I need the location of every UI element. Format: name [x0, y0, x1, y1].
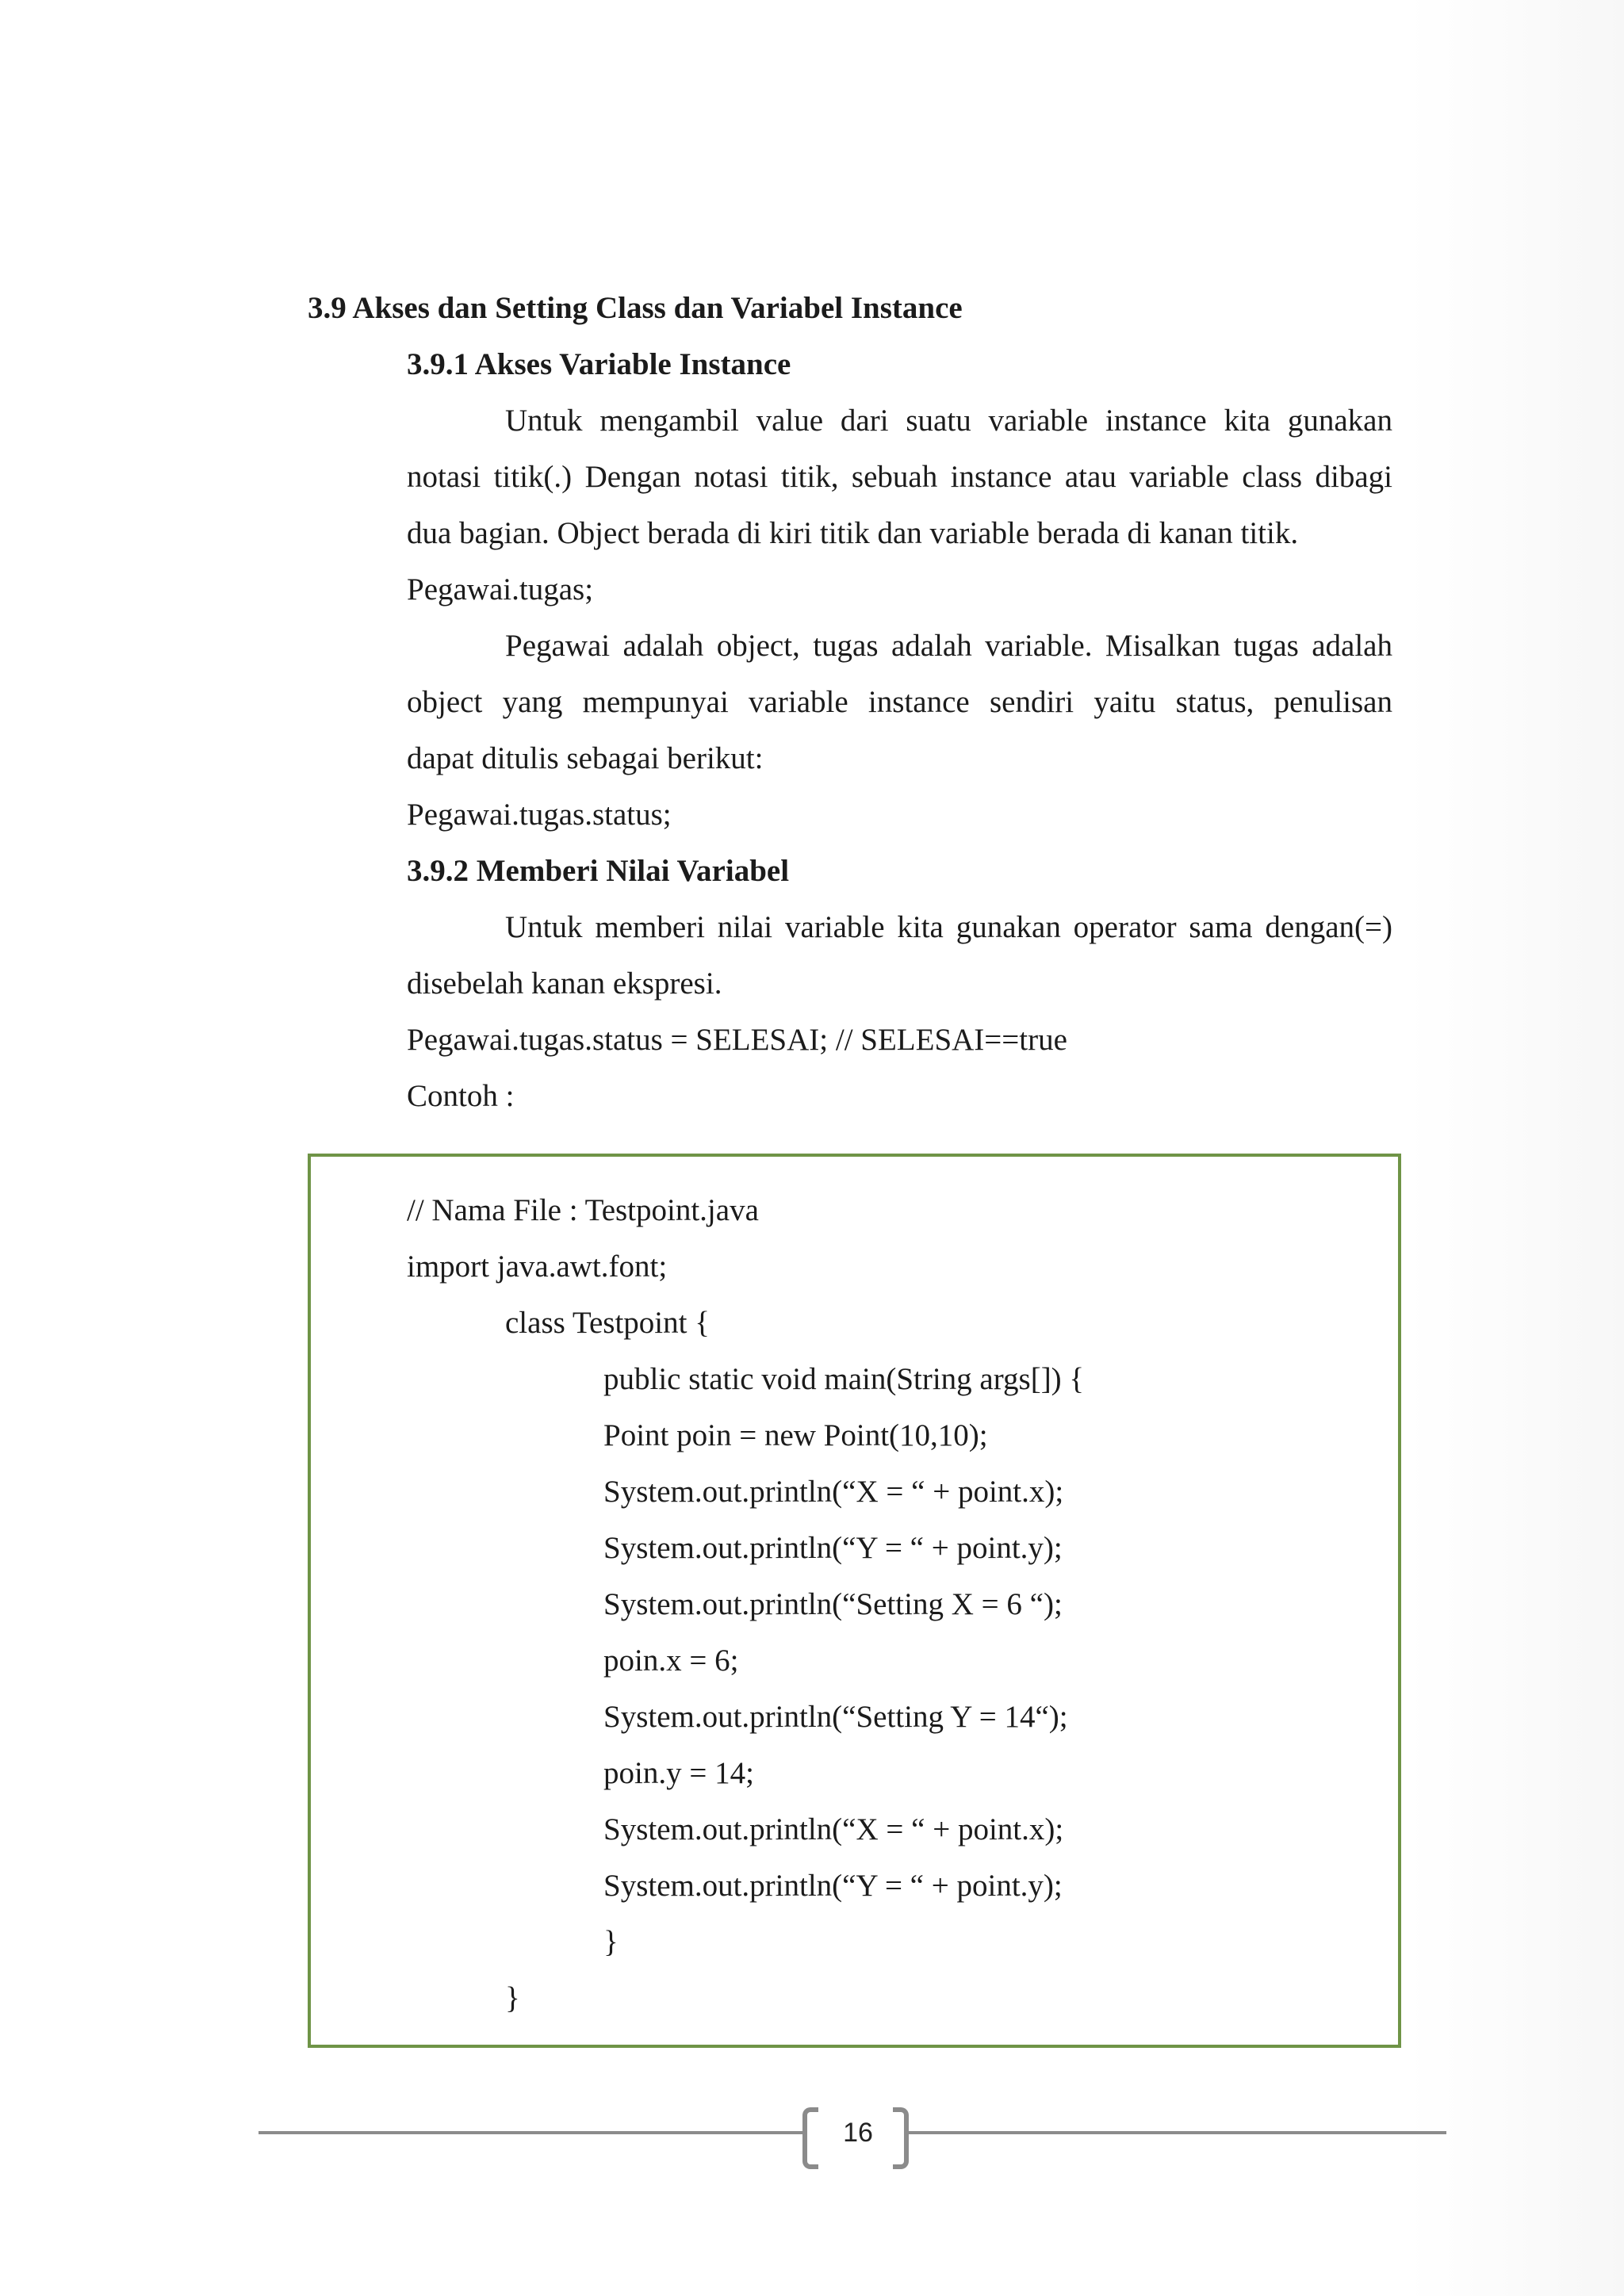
code-line: System.out.println(“X = “ + point.x);	[603, 1475, 1064, 1509]
code-line: System.out.println(“Setting X = 6 “);	[603, 1587, 1063, 1621]
code-line: poin.x = 6;	[603, 1644, 739, 1678]
code-line: System.out.println(“Setting Y = 14“);	[603, 1700, 1068, 1734]
code-line: System.out.println(“Y = “ + point.y);	[603, 1531, 1063, 1565]
section-heading: 3.9 Akses dan Setting Class dan Variabel Instance	[308, 291, 963, 325]
paragraph-line: Untuk memberi nilai variable kita gunakan operator sama dengan(=)	[505, 910, 1392, 944]
code-line: class Testpoint {	[505, 1306, 710, 1340]
code-line: System.out.println(“Y = “ + point.y);	[603, 1869, 1063, 1903]
inline-code-line: Pegawai.tugas.status;	[407, 798, 672, 832]
paragraph-line: Untuk mengambil value dari suatu variable instance kita gunakan	[505, 404, 1392, 438]
code-line: public static void main(String args[]) {	[603, 1362, 1085, 1396]
code-line: }	[603, 1925, 619, 1959]
inline-code-line: Pegawai.tugas;	[407, 572, 594, 607]
paragraph-line: Pegawai adalah object, tugas adalah variable. Misalkan tugas adalah	[505, 629, 1392, 663]
example-label: Contoh :	[407, 1079, 515, 1113]
inline-code-line: Pegawai.tugas.status = SELESAI; // SELESAI==true	[407, 1023, 1067, 1057]
code-line: }	[505, 1981, 520, 2015]
footer-rule-left	[259, 2131, 806, 2134]
paragraph-line: dua bagian. Object berada di kiri titik dan variable berada di kanan titik.	[407, 516, 1299, 550]
subsection-heading-392: 3.9.2 Memberi Nilai Variabel	[407, 854, 790, 888]
paragraph-line: disebelah kanan ekspresi.	[407, 966, 722, 1001]
code-line: System.out.println(“X = “ + point.x);	[603, 1812, 1064, 1846]
subsection-heading-391: 3.9.1 Akses Variable Instance	[407, 347, 791, 381]
paragraph-line: notasi titik(.) Dengan notasi titik, sebuah instance atau variable class dibagi	[407, 460, 1392, 494]
footer-rule-right	[909, 2131, 1446, 2134]
code-line: Point poin = new Point(10,10);	[603, 1418, 988, 1452]
paragraph-line: dapat ditulis sebagai berikut:	[407, 741, 764, 775]
footer-bracket-left	[802, 2107, 818, 2169]
code-line: // Nama File : Testpoint.java	[407, 1193, 759, 1227]
footer-bracket-right	[893, 2107, 909, 2169]
paragraph-line: object yang mempunyai variable instance sendiri yaitu status, penulisan	[407, 685, 1392, 719]
code-line: poin.y = 14;	[603, 1756, 754, 1790]
page-edge-shade	[1408, 0, 1624, 2296]
page-number: 16	[843, 2118, 873, 2148]
code-line: import java.awt.font;	[407, 1249, 668, 1284]
